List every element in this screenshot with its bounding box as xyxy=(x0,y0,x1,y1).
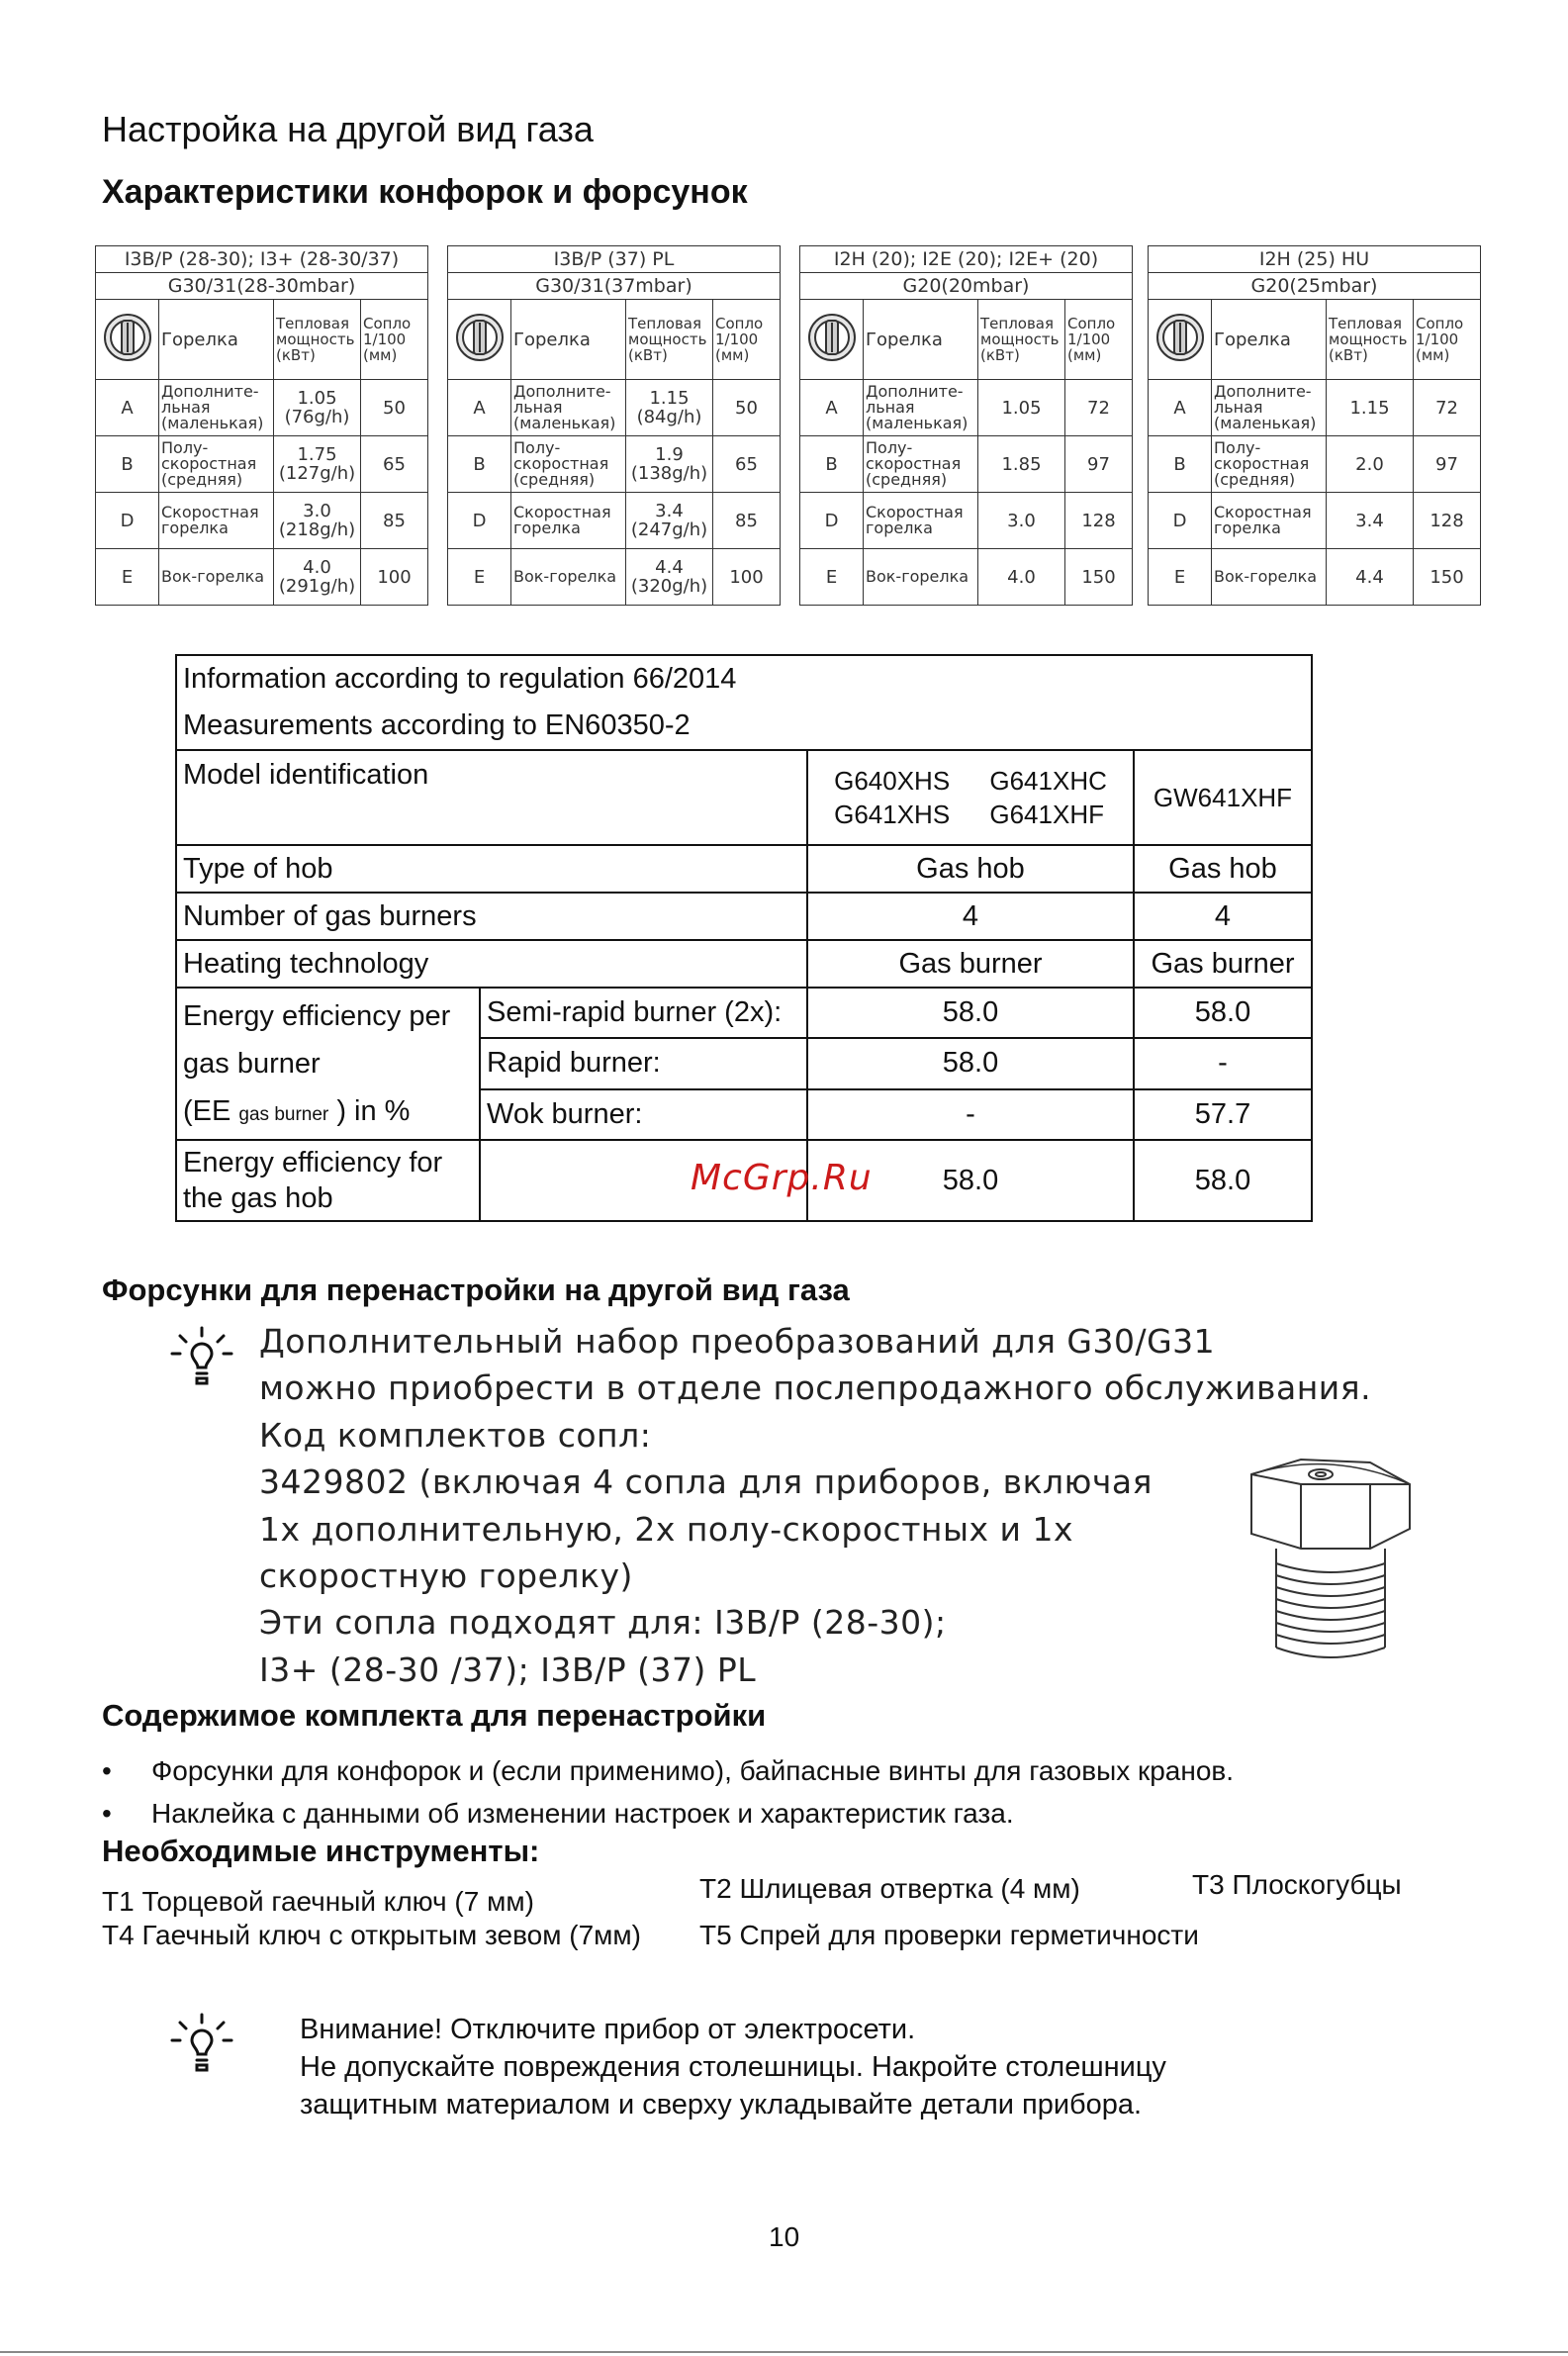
hob-ee-value-b: 58.0 xyxy=(1134,1140,1312,1221)
semi-rapid-value-a: 58.0 xyxy=(807,988,1134,1038)
nozzle-illustration xyxy=(1222,1455,1420,1672)
rapid-label: Rapid burner: xyxy=(480,1038,807,1088)
burner-code: A xyxy=(448,380,511,436)
burner-nozzle: 150 xyxy=(1065,549,1133,606)
burner-power: 2.0 xyxy=(1327,436,1414,493)
tools-heading: Необходимые инструменты: xyxy=(102,1834,540,1868)
burner-name: Скоростная горелка xyxy=(864,493,978,549)
page-title: Настройка на другой вид газа xyxy=(102,109,594,149)
tool-t4: Т4 Гаечный ключ с открытым зевом (7мм) xyxy=(102,1920,641,1950)
warning-text xyxy=(300,2011,1166,2123)
hob-ee-label-line: the gas hob xyxy=(183,1182,333,1214)
nozzles-line: Эти сопла подходят для: I3B/P (28-30); xyxy=(259,1603,947,1643)
burner-nozzle: 72 xyxy=(1065,380,1133,436)
table-row xyxy=(1149,380,1481,436)
model-id-b: GW641XHF xyxy=(1134,750,1312,845)
burner-nozzle: 128 xyxy=(1065,493,1133,549)
burner-power: 1.05 xyxy=(978,380,1065,436)
warning-line: защитным материалом и сверху укладывайте детали прибора. xyxy=(300,2089,1143,2120)
measurement-line: Measurements according to EN60350-2 xyxy=(176,703,1312,750)
burner-code: A xyxy=(96,380,159,436)
burner-spec-table xyxy=(95,245,428,606)
burner-name: Вок-горелка xyxy=(1212,549,1327,606)
ee-label-cell xyxy=(176,988,480,1140)
model-id: G641XHF xyxy=(989,800,1104,829)
wok-label: Wok burner: xyxy=(480,1089,807,1140)
burner-knob-icon xyxy=(1154,312,1206,363)
burner-name: Полу-скоростная (средняя) xyxy=(159,436,274,493)
knob-cell xyxy=(448,300,511,380)
nozzles-line: I3+ (28-30 /37); I3B/P (37) PL xyxy=(259,1649,757,1689)
burner-name: Полу-скоростная (средняя) xyxy=(1212,436,1327,493)
gas-group-label: G30/31(37mbar) xyxy=(448,273,781,300)
nozzles-line: 3429802 (включая 4 сопла для приборов, включая xyxy=(259,1462,1153,1502)
col-nozzle-header: Сопло 1/100 (мм) xyxy=(713,300,781,380)
col-nozzle-header: Сопло 1/100 (мм) xyxy=(361,300,428,380)
warning-line: Внимание! Отключите прибор от электросети. xyxy=(300,2014,916,2045)
tech-value-a: Gas burner xyxy=(807,940,1134,988)
burner-name: Скоростная горелка xyxy=(1212,493,1327,549)
burner-nozzle: 50 xyxy=(713,380,781,436)
table-row xyxy=(96,380,428,436)
rapid-value-a: 58.0 xyxy=(807,1038,1134,1088)
burner-nozzle: 65 xyxy=(361,436,428,493)
hob-ee-label xyxy=(176,1140,480,1221)
table-row xyxy=(96,549,428,606)
table-row xyxy=(96,436,428,493)
burner-code: E xyxy=(1149,549,1212,606)
burner-code: D xyxy=(1149,493,1212,549)
burner-code: E xyxy=(800,549,864,606)
regulation-line: Information according to regulation 66/2014 xyxy=(176,655,1312,703)
burner-code: D xyxy=(448,493,511,549)
table-row xyxy=(448,549,781,606)
table-row xyxy=(800,436,1133,493)
col-burner-header: Горелка xyxy=(1212,300,1327,380)
lightbulb-warning-icon xyxy=(170,2013,233,2076)
burner-name: Вок-горелка xyxy=(511,549,626,606)
col-burner-header: Горелка xyxy=(159,300,274,380)
watermark-text: McGrp.Ru xyxy=(691,1158,873,1198)
table-row xyxy=(448,436,781,493)
gas-type-label: I3B/P (37) PL xyxy=(448,246,781,273)
col-nozzle-header: Сопло 1/100 (мм) xyxy=(1065,300,1133,380)
burner-nozzle: 128 xyxy=(1414,493,1481,549)
burner-name: Дополните-льная (маленькая) xyxy=(511,380,626,436)
nozzles-line: Код комплектов сопл: xyxy=(259,1415,652,1455)
tool-t2: Т2 Шлицевая отвертка (4 мм) xyxy=(699,1873,1080,1904)
knob-cell xyxy=(1149,300,1212,380)
burner-code: A xyxy=(800,380,864,436)
col-power-header: Тепловая мощность (кВт) xyxy=(1327,300,1414,380)
burner-nozzle: 97 xyxy=(1065,436,1133,493)
wok-value-b: 57.7 xyxy=(1134,1089,1312,1140)
burner-code: D xyxy=(800,493,864,549)
burner-code: B xyxy=(1149,436,1212,493)
knob-cell xyxy=(96,300,159,380)
burner-name: Скоростная горелка xyxy=(511,493,626,549)
burner-power: 1.15 (84g/h) xyxy=(626,380,713,436)
burner-code: D xyxy=(96,493,159,549)
table-row xyxy=(800,380,1133,436)
gas-group-label: G20(25mbar) xyxy=(1149,273,1481,300)
burner-nozzle: 50 xyxy=(361,380,428,436)
ee-label-line: Energy efficiency per xyxy=(183,1000,451,1032)
knob-cell xyxy=(800,300,864,380)
burner-nozzle: 97 xyxy=(1414,436,1481,493)
burner-code: B xyxy=(800,436,864,493)
burner-power: 1.15 xyxy=(1327,380,1414,436)
burner-spec-table xyxy=(1148,245,1481,606)
kit-list xyxy=(102,1749,1234,1835)
page-number: 10 xyxy=(769,2221,800,2252)
burner-power: 3.0 xyxy=(978,493,1065,549)
burner-knob-icon xyxy=(102,312,153,363)
table-row xyxy=(1149,493,1481,549)
burner-power: 3.0 (218g/h) xyxy=(274,493,361,549)
burner-power: 1.05 (76g/h) xyxy=(274,380,361,436)
kit-heading: Содержимое комплекта для перенастройки xyxy=(102,1698,767,1733)
col-burner-header: Горелка xyxy=(511,300,626,380)
gas-type-label: I2H (25) HU xyxy=(1149,246,1481,273)
burner-power: 4.4 xyxy=(1327,549,1414,606)
wok-value-a: - xyxy=(807,1089,1134,1140)
gas-type-label: I2H (20); I2E (20); I2E+ (20) xyxy=(800,246,1133,273)
burner-knob-icon xyxy=(454,312,506,363)
gas-type-label: I3B/P (28-30); I3+ (28-30/37) xyxy=(96,246,428,273)
list-item: • Наклейка с данными об изменении настроек и характеристик газа. xyxy=(102,1792,1234,1835)
nozzles-line: 1х дополнительную, 2х полу-скоростных и 1х xyxy=(259,1509,1074,1549)
model-id: G641XHC xyxy=(989,766,1107,796)
burner-name: Вок-горелка xyxy=(864,549,978,606)
ee-label-line: gas burner xyxy=(183,1048,321,1080)
nozzles-line: Дополнительный набор преобразований для G30/G31 xyxy=(259,1322,1216,1361)
burner-nozzle: 100 xyxy=(361,549,428,606)
burner-power: 4.0 xyxy=(978,549,1065,606)
gas-group-label: G20(20mbar) xyxy=(800,273,1133,300)
burner-name: Дополните-льная (маленькая) xyxy=(864,380,978,436)
tool-t3: Т3 Плоскогубцы xyxy=(1192,1869,1402,1900)
burner-power: 4.0 (291g/h) xyxy=(274,549,361,606)
burners-value-a: 4 xyxy=(807,893,1134,940)
lightbulb-tip-icon xyxy=(170,1326,233,1389)
burner-power: 3.4 xyxy=(1327,493,1414,549)
tech-value-b: Gas burner xyxy=(1134,940,1312,988)
burners-label: Number of gas burners xyxy=(176,893,807,940)
burner-power: 4.4 (320g/h) xyxy=(626,549,713,606)
gas-group-label: G30/31(28-30mbar) xyxy=(96,273,428,300)
semi-rapid-value-b: 58.0 xyxy=(1134,988,1312,1038)
burner-code: A xyxy=(1149,380,1212,436)
burner-nozzle: 72 xyxy=(1414,380,1481,436)
burner-spec-table xyxy=(799,245,1133,606)
burner-nozzle: 85 xyxy=(713,493,781,549)
table-row xyxy=(800,493,1133,549)
table-row xyxy=(1149,436,1481,493)
nozzles-line: скоростную горелку) xyxy=(259,1556,633,1596)
burner-knob-icon xyxy=(806,312,858,363)
list-item: • Форсунки для конфорок и (если применимо), байпасные винты для газовых кранов. xyxy=(102,1749,1234,1792)
ee-label-line: (EE gas burner ) in % xyxy=(183,1095,411,1127)
burner-code: B xyxy=(96,436,159,493)
col-nozzle-header: Сопло 1/100 (мм) xyxy=(1414,300,1481,380)
hob-ee-label-line: Energy efficiency for xyxy=(183,1147,443,1178)
semi-rapid-label: Semi-rapid burner (2x): xyxy=(480,988,807,1038)
col-power-header: Тепловая мощность (кВт) xyxy=(626,300,713,380)
col-power-header: Тепловая мощность (кВт) xyxy=(978,300,1065,380)
bottom-divider xyxy=(0,2351,1568,2353)
burner-nozzle: 65 xyxy=(713,436,781,493)
table-row xyxy=(96,493,428,549)
burner-power: 1.75 (127g/h) xyxy=(274,436,361,493)
burner-name: Вок-горелка xyxy=(159,549,274,606)
table-row xyxy=(448,380,781,436)
col-burner-header: Горелка xyxy=(864,300,978,380)
nozzles-heading: Форсунки для перенастройки на другой вид газа xyxy=(102,1272,850,1307)
model-label: Model identification xyxy=(176,750,807,845)
burners-value-b: 4 xyxy=(1134,893,1312,940)
burner-nozzle: 85 xyxy=(361,493,428,549)
model-id: G641XHS xyxy=(834,800,951,829)
hob-ee-value-a: 58.0 xyxy=(807,1140,1134,1221)
burner-code: E xyxy=(96,549,159,606)
burner-code: B xyxy=(448,436,511,493)
tool-t1: Т1 Торцевой гаечный ключ (7 мм) xyxy=(102,1886,534,1917)
warning-line: Не допускайте повреждения столешницы. Накройте столешницу xyxy=(300,2051,1166,2083)
tech-label: Heating technology xyxy=(176,940,807,988)
burner-nozzle: 150 xyxy=(1414,549,1481,606)
burner-name: Дополните-льная (маленькая) xyxy=(159,380,274,436)
table-row xyxy=(1149,549,1481,606)
burner-nozzle: 100 xyxy=(713,549,781,606)
type-label: Type of hob xyxy=(176,845,807,893)
col-power-header: Тепловая мощность (кВт) xyxy=(274,300,361,380)
nozzles-text xyxy=(259,1318,1371,1693)
burner-name: Скоростная горелка xyxy=(159,493,274,549)
burner-power: 1.9 (138g/h) xyxy=(626,436,713,493)
burner-name: Полу-скоростная (средняя) xyxy=(511,436,626,493)
type-value-a: Gas hob xyxy=(807,845,1134,893)
burner-spec-table xyxy=(447,245,781,606)
rapid-value-b: - xyxy=(1134,1038,1312,1088)
table-row xyxy=(448,493,781,549)
model-list-a xyxy=(807,750,1134,845)
section-title-burner-specs: Характеристики конфорок и форсунок xyxy=(102,173,748,211)
table-row xyxy=(800,549,1133,606)
burner-name: Дополните-льная (маленькая) xyxy=(1212,380,1327,436)
nozzles-line: можно приобрести в отделе послепродажного обслуживания. xyxy=(259,1368,1372,1408)
burner-name: Полу-скоростная (средняя) xyxy=(864,436,978,493)
burner-code: E xyxy=(448,549,511,606)
type-value-b: Gas hob xyxy=(1134,845,1312,893)
burner-power: 1.85 xyxy=(978,436,1065,493)
model-id: G640XHS xyxy=(834,766,951,796)
burner-power: 3.4 (247g/h) xyxy=(626,493,713,549)
tool-t5: Т5 Спрей для проверки герметичности xyxy=(699,1920,1199,1950)
energy-info-table xyxy=(175,654,1313,1222)
